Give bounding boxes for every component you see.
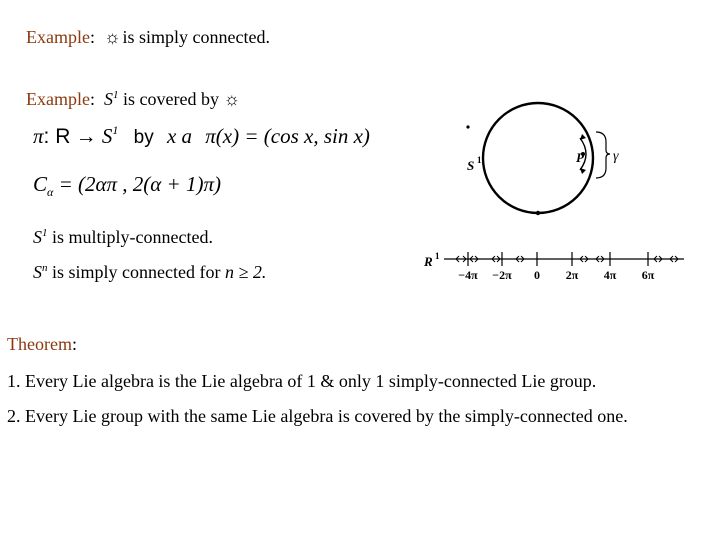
tick-label: 4π (603, 268, 617, 282)
tick-label: −2π (492, 268, 512, 282)
brace-icon (596, 132, 610, 178)
S1-label-superscript: 1 (477, 155, 482, 165)
tick-labels (458, 268, 654, 282)
interval-formula (33, 172, 221, 200)
arrow-head-icon (580, 134, 586, 140)
covering-map-formula (33, 124, 370, 149)
maps-to: x a (166, 124, 193, 148)
domain-R: : R (43, 125, 71, 148)
example-colon: : (89, 89, 95, 109)
condition: n ≥ 2. (224, 262, 267, 282)
interval-definition: = (2απ , 2(α + 1)π) (58, 172, 221, 196)
theorem-label: Theorem (7, 334, 72, 354)
tick-label: 2π (565, 268, 579, 282)
codomain-superscript: 1 (112, 123, 119, 137)
alpha-subscript: α (47, 185, 54, 200)
pi-symbol: π (33, 124, 44, 148)
space-symbol: S (33, 262, 42, 282)
by-word: by (133, 127, 154, 148)
tick-label: 0 (534, 268, 540, 282)
real-line-figure (420, 245, 690, 285)
example-text: is covered by (123, 89, 219, 109)
sun-symbol-icon: ☼ (223, 89, 240, 109)
statement-multiply-connected (33, 227, 213, 248)
tick-label: −4π (458, 268, 478, 282)
statement-text: is multiply-connected. (52, 227, 213, 247)
space-superscript: 1 (113, 89, 119, 101)
arrow-head-icon (580, 168, 586, 174)
space-superscript: n (42, 262, 48, 274)
example-label: Example (26, 27, 90, 47)
space-symbol: S (33, 227, 42, 247)
tick-label: 6π (641, 268, 655, 282)
C-symbol: C (33, 172, 48, 196)
example-1 (26, 27, 270, 48)
map-definition: π(x) = (cos x, sin x) (205, 124, 370, 148)
theorem-item-2: 2. Every Lie group with the same Lie algebra is covered by the simply-connected one. (7, 406, 628, 426)
example-2 (26, 89, 240, 110)
theorem-heading (7, 334, 77, 355)
sun-symbol-icon: ☼ (104, 27, 121, 47)
R1-label: R (424, 254, 433, 269)
codomain-S: S (101, 124, 113, 148)
example-label: Example (26, 89, 90, 109)
example-text: is simply connected. (122, 27, 270, 47)
circle-figure (420, 90, 650, 230)
arrow-icon: → (75, 125, 97, 148)
S1-label: S (467, 158, 475, 173)
example-colon: : (89, 27, 95, 47)
theorem-item-1: 1. Every Lie algebra is the Lie algebra of 1 & only 1 simply-connected Lie group. (7, 371, 597, 391)
space-superscript: 1 (42, 227, 48, 239)
P-label: P (576, 150, 584, 165)
gamma-label: γ (613, 149, 619, 164)
statement-simply-connected (33, 262, 266, 283)
R1-label-superscript: 1 (435, 251, 440, 261)
dot-mark (466, 125, 469, 128)
theorem-colon: : (71, 334, 77, 354)
statement-text: is simply connected for (52, 262, 221, 282)
space-symbol: S (104, 89, 113, 109)
circle-bottom-point (536, 211, 540, 215)
